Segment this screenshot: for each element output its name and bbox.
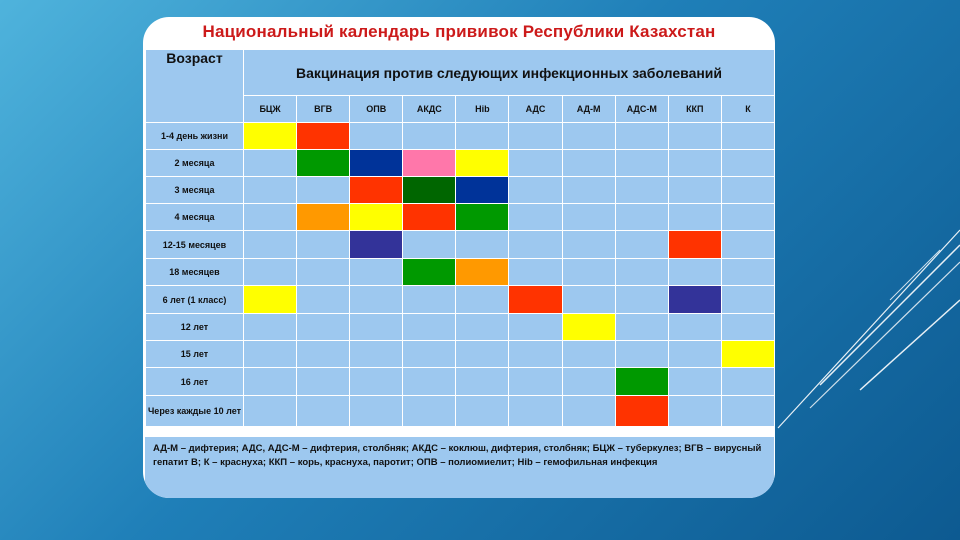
empty-cell (615, 286, 668, 314)
empty-cell (244, 341, 297, 368)
empty-cell (350, 123, 403, 150)
empty-cell (403, 123, 456, 150)
schedule-body (146, 123, 775, 427)
empty-cell (562, 259, 615, 286)
empty-cell (456, 341, 509, 368)
empty-cell (562, 286, 615, 314)
empty-cell (509, 150, 562, 177)
vaccination-table (145, 49, 775, 427)
vaccination-mark (456, 259, 509, 286)
age-column-header: Возраст (146, 50, 244, 123)
empty-cell (562, 341, 615, 368)
empty-cell (350, 341, 403, 368)
empty-cell (721, 150, 774, 177)
empty-cell (297, 177, 350, 204)
empty-cell (509, 314, 562, 341)
vaccination-mark (456, 177, 509, 204)
empty-cell (509, 396, 562, 427)
vaccination-mark (297, 123, 350, 150)
empty-cell (509, 231, 562, 259)
vaccination-mark (244, 123, 297, 150)
empty-cell (615, 150, 668, 177)
empty-cell (350, 259, 403, 286)
age-cell: 3 месяца (146, 177, 244, 204)
empty-cell (403, 341, 456, 368)
empty-cell (668, 314, 721, 341)
vaccine-header: ККП (668, 96, 721, 123)
empty-cell (562, 177, 615, 204)
empty-cell (297, 231, 350, 259)
table-row (146, 341, 775, 368)
vaccination-mark (350, 204, 403, 231)
empty-cell (721, 314, 774, 341)
age-cell: 1-4 день жизни (146, 123, 244, 150)
empty-cell (615, 341, 668, 368)
age-cell: 12-15 месяцев (146, 231, 244, 259)
empty-cell (244, 177, 297, 204)
empty-cell (403, 368, 456, 396)
age-cell: Через каждые 10 лет (146, 396, 244, 427)
vaccination-mark (297, 150, 350, 177)
vaccination-mark (668, 231, 721, 259)
empty-cell (615, 259, 668, 286)
empty-cell (721, 368, 774, 396)
empty-cell (615, 177, 668, 204)
age-cell: 6 лет (1 класс) (146, 286, 244, 314)
table-row (146, 177, 775, 204)
table-row (146, 396, 775, 427)
empty-cell (721, 231, 774, 259)
vaccination-mark (456, 204, 509, 231)
empty-cell (350, 368, 403, 396)
abbreviation-legend: АД-М – дифтерия; АДС, АДС-М – дифтерия, столбняк; АКДС – коклюш, дифтерия, столбняк; БЦЖ – туберкулез; ВГВ – вирусный гепатит В; К – краснуха; ККП – корь, краснуха, паротит; ОПВ – полиомиелит; Hib – гемофильная инфекция (145, 437, 774, 498)
empty-cell (297, 341, 350, 368)
empty-cell (562, 204, 615, 231)
vaccine-header: АДС (509, 96, 562, 123)
empty-cell (403, 286, 456, 314)
empty-cell (244, 204, 297, 231)
table-row (146, 286, 775, 314)
empty-cell (403, 396, 456, 427)
empty-cell (244, 396, 297, 427)
empty-cell (350, 286, 403, 314)
vaccination-mark (668, 286, 721, 314)
page-title: Национальный календарь прививок Республики Казахстан (202, 22, 716, 41)
empty-cell (244, 259, 297, 286)
empty-cell (615, 231, 668, 259)
vaccine-header: ОПВ (350, 96, 403, 123)
table-row (146, 259, 775, 286)
empty-cell (456, 368, 509, 396)
vaccination-mark (456, 150, 509, 177)
empty-cell (350, 396, 403, 427)
age-cell: 12 лет (146, 314, 244, 341)
empty-cell (509, 368, 562, 396)
vaccine-header: Hib (456, 96, 509, 123)
vaccination-mark (350, 150, 403, 177)
empty-cell (668, 150, 721, 177)
empty-cell (509, 204, 562, 231)
table-row (146, 123, 775, 150)
empty-cell (615, 123, 668, 150)
empty-cell (668, 123, 721, 150)
empty-cell (403, 231, 456, 259)
empty-cell (509, 259, 562, 286)
empty-cell (509, 341, 562, 368)
vaccination-header: Вакцинация против следующих инфекционных заболеваний (244, 50, 775, 96)
age-cell: 2 месяца (146, 150, 244, 177)
empty-cell (244, 231, 297, 259)
empty-cell (244, 314, 297, 341)
empty-cell (615, 314, 668, 341)
vaccination-mark (615, 368, 668, 396)
empty-cell (562, 368, 615, 396)
empty-cell (668, 368, 721, 396)
table-row (146, 314, 775, 341)
empty-cell (350, 314, 403, 341)
table-row (146, 368, 775, 396)
vaccine-header: К (721, 96, 774, 123)
empty-cell (562, 396, 615, 427)
empty-cell (297, 286, 350, 314)
vaccination-mark (721, 341, 774, 368)
vaccination-mark (562, 314, 615, 341)
empty-cell (244, 150, 297, 177)
empty-cell (562, 150, 615, 177)
empty-cell (297, 368, 350, 396)
empty-cell (721, 204, 774, 231)
vaccination-mark (297, 204, 350, 231)
vaccination-mark (244, 286, 297, 314)
vaccination-mark (350, 177, 403, 204)
empty-cell (244, 368, 297, 396)
empty-cell (721, 259, 774, 286)
empty-cell (721, 396, 774, 427)
table-row (146, 204, 775, 231)
vaccination-mark (509, 286, 562, 314)
empty-cell (297, 259, 350, 286)
empty-cell (456, 314, 509, 341)
empty-cell (456, 286, 509, 314)
empty-cell (615, 204, 668, 231)
vaccine-header: АКДС (403, 96, 456, 123)
empty-cell (562, 231, 615, 259)
age-cell: 4 месяца (146, 204, 244, 231)
empty-cell (509, 123, 562, 150)
empty-cell (668, 259, 721, 286)
empty-cell (456, 396, 509, 427)
empty-cell (403, 314, 456, 341)
vaccine-header: АДС-М (615, 96, 668, 123)
empty-cell (668, 204, 721, 231)
age-cell: 18 месяцев (146, 259, 244, 286)
empty-cell (456, 231, 509, 259)
table-row (146, 231, 775, 259)
empty-cell (297, 396, 350, 427)
vaccination-mark (403, 177, 456, 204)
vaccine-header: БЦЖ (244, 96, 297, 123)
vaccination-mark (403, 259, 456, 286)
empty-cell (668, 177, 721, 204)
empty-cell (721, 286, 774, 314)
empty-cell (668, 341, 721, 368)
vaccine-header: ВГВ (297, 96, 350, 123)
vaccination-mark (350, 231, 403, 259)
age-cell: 16 лет (146, 368, 244, 396)
empty-cell (509, 177, 562, 204)
vaccination-mark (403, 150, 456, 177)
vaccine-header: АД-М (562, 96, 615, 123)
empty-cell (456, 123, 509, 150)
table-row (146, 150, 775, 177)
empty-cell (297, 314, 350, 341)
slide-card (143, 17, 775, 498)
empty-cell (721, 123, 774, 150)
empty-cell (562, 123, 615, 150)
vaccination-mark (615, 396, 668, 427)
vaccination-mark (403, 204, 456, 231)
age-cell: 15 лет (146, 341, 244, 368)
empty-cell (668, 396, 721, 427)
empty-cell (721, 177, 774, 204)
